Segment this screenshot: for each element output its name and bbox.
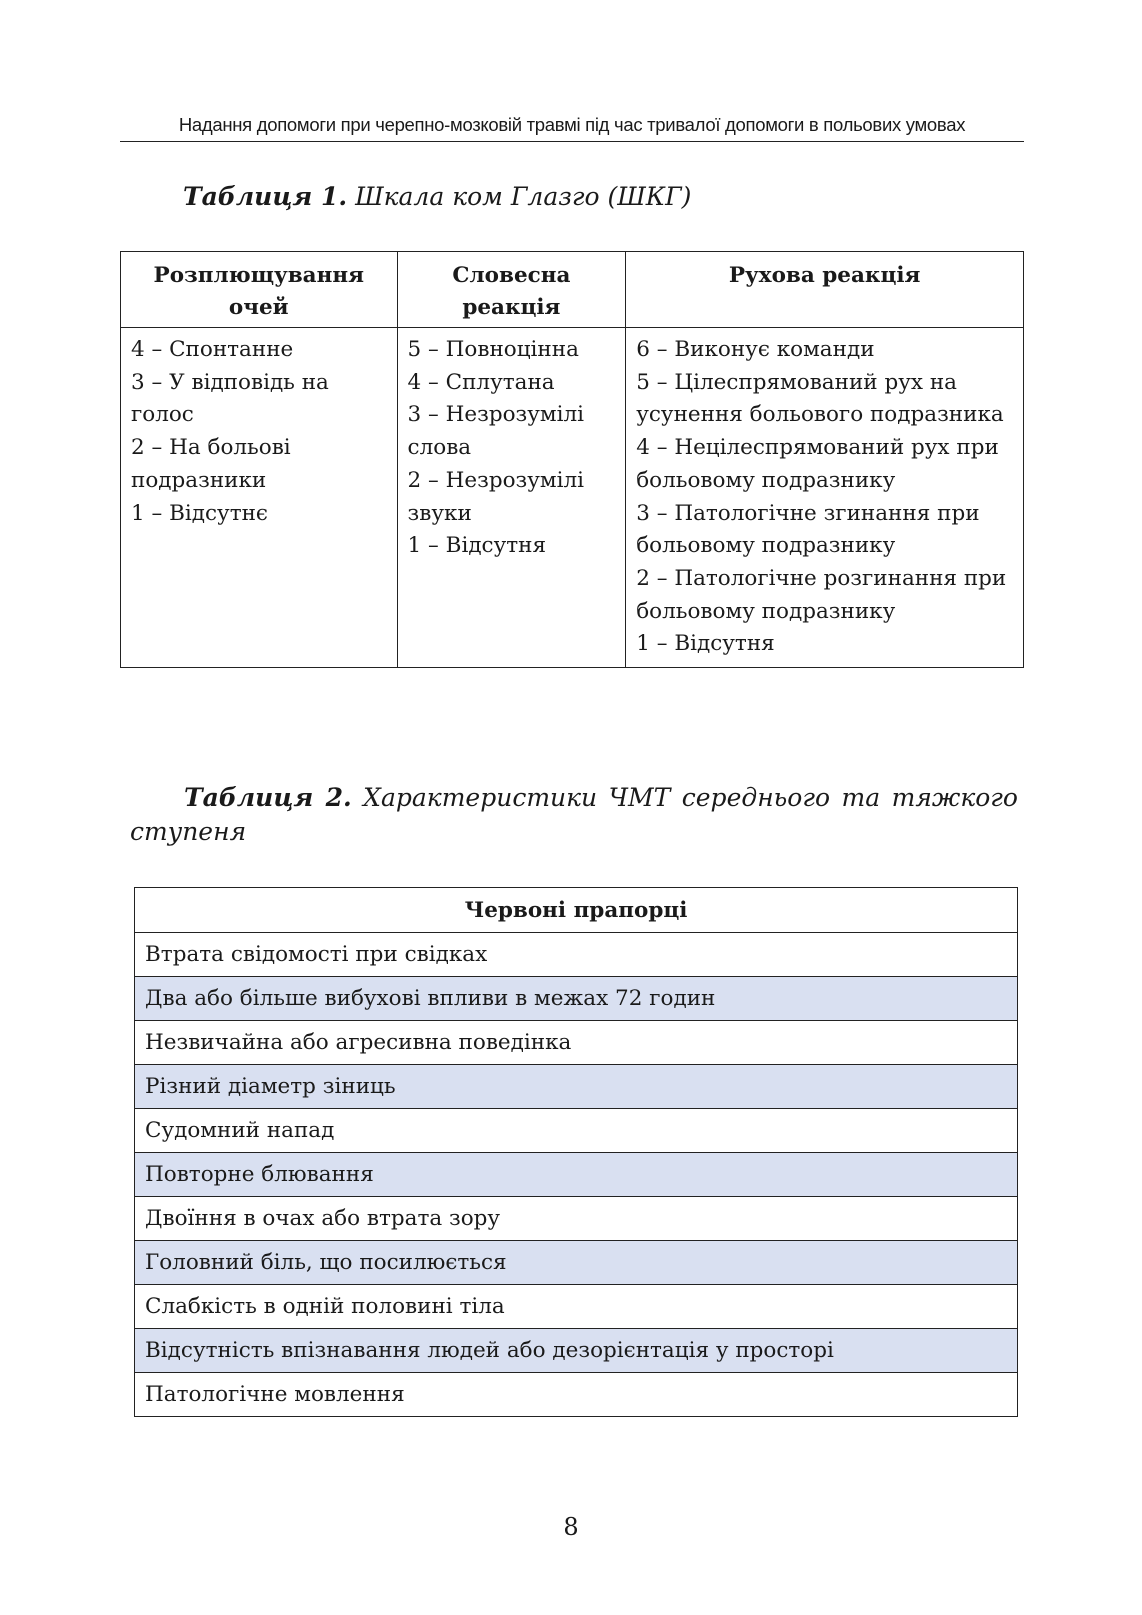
list-item: 4 – Сплутана — [407, 369, 555, 395]
table-row — [135, 933, 1018, 977]
table-cell: Патологічне мовлення — [135, 1373, 1018, 1417]
table-row — [135, 1197, 1018, 1241]
table1-caption-text: Шкала ком Глазго (ШКГ) — [347, 182, 692, 211]
table-cell: Судомний напад — [135, 1109, 1018, 1153]
page-number: 8 — [563, 1513, 579, 1541]
list-item: 5 – Повноцінна — [407, 337, 579, 362]
table2-caption — [130, 781, 1018, 849]
table-row — [121, 328, 1024, 668]
table1-caption — [183, 180, 691, 214]
list-item: 1 – Відсутня — [636, 631, 775, 657]
list-item: 1 – Відсутнє — [131, 500, 268, 526]
table2-caption-text: Характеристики ЧМТ середнього та тяжкого ступеня — [130, 783, 1018, 846]
table-row — [135, 1065, 1018, 1109]
list-item: 4 – Нецілеспрямований рух при больовому подразнику — [636, 435, 999, 493]
red-flags-table — [134, 887, 1018, 1417]
list-item: 2 – Незрозумілі звуки — [407, 467, 585, 526]
header-eye-opening: Розплющування очей — [121, 252, 398, 328]
list-item: 6 – Виконує команди — [636, 337, 875, 362]
table-row — [135, 977, 1018, 1021]
table-cell: Головний біль, що посилюється — [135, 1241, 1018, 1285]
list-item: 3 – У відповідь на голос — [131, 369, 329, 428]
list-item: 3 – Незрозумілі слова — [407, 402, 585, 461]
list-item: 2 – На больові подразники — [131, 435, 291, 493]
table-row — [135, 1285, 1018, 1329]
header-rule — [120, 141, 1024, 142]
glasgow-coma-scale-table — [120, 251, 1024, 668]
running-header: Надання допомоги при черепно-мозковій травмі під час тривалої допомоги в польових умовах — [178, 114, 966, 135]
table-cell: Відсутність впізнавання людей або дезорієнтація у просторі — [135, 1329, 1018, 1373]
table-cell: Втрата свідомості при свідках — [135, 933, 1018, 977]
list-item: 1 – Відсутня — [407, 533, 547, 559]
table-header-row — [121, 252, 1024, 328]
motor-response-column — [626, 328, 1024, 668]
table1-caption-label: Таблиця 1. — [183, 182, 348, 211]
table-row — [135, 1153, 1018, 1197]
table-cell: Слабкість в одній половині тіла — [135, 1285, 1018, 1329]
list-item: 2 – Патологічне розгинання при больовому подразнику — [636, 565, 1007, 624]
table-header-row — [135, 888, 1018, 933]
header-verbal-response: Словесна реакція — [397, 252, 626, 328]
table-row — [135, 1109, 1018, 1153]
table-row — [135, 1021, 1018, 1065]
table-row — [135, 1373, 1018, 1417]
table-cell: Два або більше вибухові впливи в межах 72 годин — [135, 977, 1018, 1021]
table-cell: Двоїння в очах або втрата зору — [135, 1197, 1018, 1241]
list-item: 3 – Патологічне згинання при больовому подразнику — [636, 500, 980, 559]
table-cell: Різний діаметр зіниць — [135, 1065, 1018, 1109]
header-motor-response: Рухова реакція — [626, 252, 1024, 328]
table-row — [135, 1241, 1018, 1285]
table2-caption-label: Таблиця 2. — [184, 783, 352, 812]
header-red-flags: Червоні прапорці — [135, 888, 1018, 933]
list-item: 4 – Спонтанне — [131, 337, 294, 362]
verbal-response-column — [397, 328, 626, 668]
table-cell: Повторне блювання — [135, 1153, 1018, 1197]
list-item: 5 – Цілеспрямований рух на усунення больового подразника — [636, 369, 1004, 428]
table-row — [135, 1329, 1018, 1373]
table-cell: Незвичайна або агресивна поведінка — [135, 1021, 1018, 1065]
eye-opening-column — [121, 328, 398, 668]
